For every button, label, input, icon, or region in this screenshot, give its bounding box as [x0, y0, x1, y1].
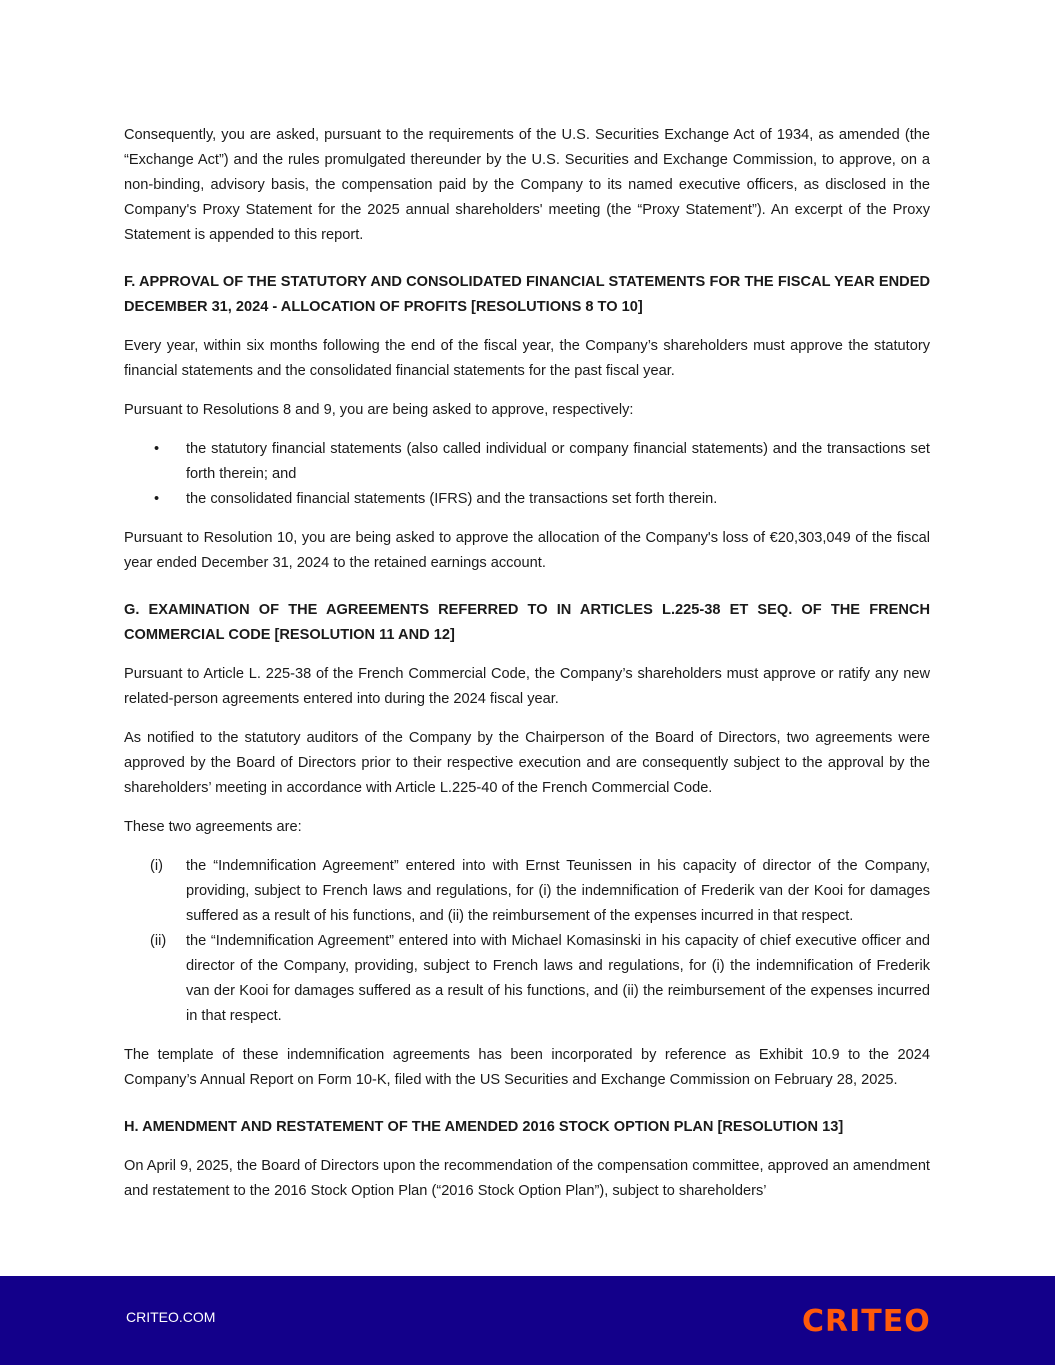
list-item: (ii) the “Indemnification Agreement” entered into with Michael Komasinski in his capacity of chief executive officer and director of the Company, providing, subject to French laws and regulations, for (i) the indemnification of Frederik van der Kooi for damages suffered as a result of his functions, and (ii) the reimbursement of the expenses incurred in that respect.: [150, 933, 930, 1024]
paragraph: The template of these indemnification agreements has been incorporated by reference as Exhibit 10.9 to the 2024 Company’s Annual Report on Form 10-K, filed with the US Securities and Exchange Commission on February 28, 2025.: [124, 1047, 930, 1088]
numbered-list: [124, 854, 930, 1029]
website-link[interactable]: CRITEO.COM: [126, 1309, 216, 1325]
paragraph: Pursuant to Resolutions 8 and 9, you are being asked to approve, respectively:: [124, 402, 634, 418]
list-item: • the consolidated financial statements (IFRS) and the transactions set forth therein.: [124, 487, 930, 512]
bullet-list: [124, 437, 930, 512]
paragraph: As notified to the statutory auditors of the Company by the Chairperson of the Board of Directors, two agreements were approved by the Board of Directors prior to their respective execution and are consequently subject to the approval by the shareholders’ meeting in accordance with Article L.225-40 of the French Commercial Code.: [124, 730, 930, 796]
section-heading-f: F. APPROVAL OF THE STATUTORY AND CONSOLIDATED FINANCIAL STATEMENTS FOR THE FISCAL YEAR ENDED DECEMBER 31, 2024 - ALLOCATION OF PROFITS [RESOLUTIONS 8 TO 10]: [124, 274, 930, 315]
list-item: (i) the “Indemnification Agreement” entered into with Ernst Teunissen in his capacity of director of the Company, providing, subject to French laws and regulations, for (i) the indemnification of Frederik van der Kooi for damages suffered as a result of his functions, and (ii) the reimbursement of the expenses incurred in that respect.: [150, 858, 930, 924]
paragraph: Every year, within six months following the end of the fiscal year, the Company’s shareholders must approve the statutory financial statements and the consolidated financial statements for the past fiscal year.: [124, 338, 930, 379]
paragraph: Pursuant to Article L. 225-38 of the French Commercial Code, the Company’s shareholders must approve or ratify any new related-person agreements entered into during the 2024 fiscal year.: [124, 666, 930, 707]
criteo-logo: CRITEO: [802, 1304, 931, 1339]
footer: [0, 1276, 1055, 1365]
paragraph: These two agreements are:: [124, 819, 302, 835]
paragraph: On April 9, 2025, the Board of Directors upon the recommendation of the compensation committee, approved an amendment and restatement to the 2016 Stock Option Plan (“2016 Stock Option Plan”), subject to shareholders’: [124, 1158, 930, 1199]
paragraph: Consequently, you are asked, pursuant to the requirements of the U.S. Securities Exchange Act of 1934, as amended (the “Exchange Act”) and the rules promulgated thereunder by the U.S. Securities and Exchange Commission, to approve, on a non-binding, advisory basis, the compensation paid by the Company to its named executive officers, as disclosed in the Company's Proxy Statement for the 2025 annual shareholders' meeting (the “Proxy Statement”). An excerpt of the Proxy Statement is appended to this report.: [124, 127, 930, 243]
paragraph: Pursuant to Resolution 10, you are being asked to approve the allocation of the Company's loss of €20,303,049 of the fiscal year ended December 31, 2024 to the retained earnings account.: [124, 530, 930, 571]
list-item: • the statutory financial statements (also called individual or company financial statements) and the transactions set forth therein; and: [124, 437, 930, 487]
bullet-icon: •: [154, 491, 160, 507]
section-heading-h: H. AMENDMENT AND RESTATEMENT OF THE AMENDED 2016 STOCK OPTION PLAN [RESOLUTION 13]: [124, 1119, 844, 1135]
bullet-icon: •: [154, 441, 160, 457]
section-heading-g: G. EXAMINATION OF THE AGREEMENTS REFERRED TO IN ARTICLES L.225-38 ET SEQ. OF THE FRENCH COMMERCIAL CODE [RESOLUTION 11 AND 12]: [124, 602, 930, 643]
document-body: [124, 123, 930, 1218]
